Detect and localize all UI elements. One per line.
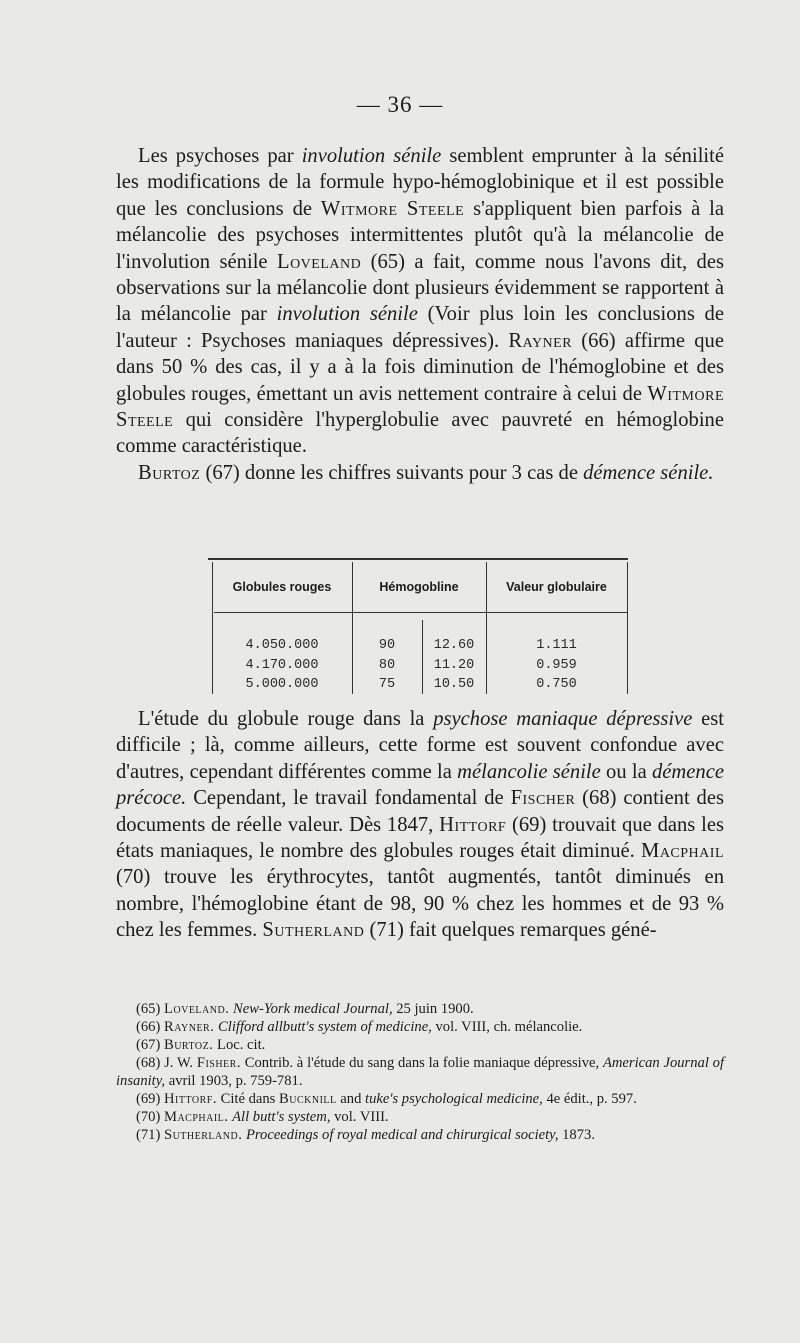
author-loveland: Loveland bbox=[276, 250, 362, 273]
table-header-globules: Globules rouges bbox=[232, 580, 332, 594]
paragraph-2: L'étude du globule rouge dans la psychose maniaque dépressive est difficile ; là, comme ailleurs, cette forme est souvent confondue avec d'autres, cependant différentes comme la mélancolie sénile ou la démence précoce. Cependant, le travail fondamental de Fischer (68) contient des documents de réelle valeur. Dès 1847, Hittorf (69) trouvait que dans les états maniaques, le nombre des globules rouges était diminué. Macphail (70) trouve les érythrocytes, tantôt augmentés, tantôt diminués en nombre, l'hémoglobine étant de 98, 90 % chez les hommes et de 93 % chez les femmes. Sutherland (71) fait quelques remarques géné- bbox=[116, 708, 725, 942]
table-header-hemoglobine: Hémogobline bbox=[379, 580, 459, 594]
table-cell: 4.170.000 bbox=[245, 657, 319, 673]
table-cell: 80 bbox=[378, 657, 396, 673]
paragraph-1: Les psychoses par involution sénile semblent emprunter à la sénilité les modifications de la formule hypo-hémoglobinique et il est possible que les conclusions de Witmore Steele s'appliquent bien parfois à la mélancolie des psychoses intermittentes plutôt qu'à la mélancolie de l'involution sénile Loveland (65) a fait, comme nous l'avons dit, des observations sur la mélancolie dont plusieurs évidemment se rapportent à la mélancolie par involution sénile (Voir plus loin les conclusions de l'auteur : Psychoses maniaques dépressives). Rayner (66) affirme que dans 50 % des cas, il y a à la fois diminution de l'hémoglobine et des globules rouges, émettant un avis nettement contraire à celui de Witmore Steele qui considère l'hyperglobulie avec pauvreté en hémoglobine comme caractéristique. Burtoz (67) donne les chiffres suivants pour 3 cas de démence sénile. bbox=[116, 145, 724, 484]
table-cell: 0.750 bbox=[536, 677, 577, 692]
author-fischer: Fischer bbox=[510, 787, 576, 810]
table-cell: 1.111 bbox=[536, 638, 577, 653]
table-cell: 5.000.000 bbox=[245, 677, 319, 692]
author-hittorf: Hittorf bbox=[439, 813, 507, 836]
table-cell: 75 bbox=[378, 677, 396, 692]
author-witmore-steele: Witmore Steele bbox=[320, 197, 465, 220]
footnote-71: (71) Sutherland. Proceedings of royal medical and chirurgical society, 1873. bbox=[136, 1127, 595, 1143]
footnote-69: (69) Hittorf. Cité dans Bucknill and tuke's psychological medicine, 4e édit., p. 597. bbox=[136, 1091, 637, 1107]
table-cell: 4.050.000 bbox=[245, 638, 319, 653]
term-involution-senile: involution sénile bbox=[301, 145, 442, 167]
table-header-valeur: Valeur globulaire bbox=[506, 580, 607, 594]
table-col-hemo-b bbox=[422, 636, 486, 695]
table-cell: 11.20 bbox=[433, 657, 475, 673]
author-sutherland: Sutherland bbox=[262, 919, 365, 942]
footnote-70: (70) Macphail. All butt's system, vol. VIII. bbox=[136, 1109, 389, 1125]
footnote-65: (65) Loveland. New-York medical Journal, 25 juin 1900. bbox=[136, 1001, 474, 1017]
footnotes bbox=[116, 1000, 724, 1144]
page-number: — 36 — bbox=[356, 92, 444, 117]
table-cell: 90 bbox=[378, 638, 396, 653]
table-cell: 12.60 bbox=[433, 638, 475, 653]
author-rayner: Rayner bbox=[508, 329, 573, 352]
table-right-rule bbox=[627, 562, 628, 694]
author-macphail: Macphail bbox=[641, 840, 724, 863]
table-cell: 0.959 bbox=[536, 657, 577, 673]
table-header-rule bbox=[214, 612, 628, 613]
blood-table bbox=[208, 558, 628, 696]
table-cell: 10.50 bbox=[433, 677, 475, 692]
table-col-valeur bbox=[486, 636, 627, 695]
table-col-globules bbox=[212, 636, 352, 695]
footnote-68: (68) J. W. Fisher. Contrib. à l'étude du sang dans la folie maniaque dépressive, American Journal of insanity, avril 1903, p. 759-781. bbox=[116, 1055, 725, 1089]
table-col-hemo-a bbox=[352, 636, 422, 695]
footnote-67: (67) Burtoz. Loc. cit. bbox=[136, 1037, 266, 1053]
table-top-rule bbox=[208, 558, 628, 560]
footnote-66: (66) Rayner. Clifford allbutt's system of medicine, vol. VIII, ch. mélancolie. bbox=[136, 1019, 583, 1035]
author-burtoz: Burtoz bbox=[138, 461, 201, 484]
